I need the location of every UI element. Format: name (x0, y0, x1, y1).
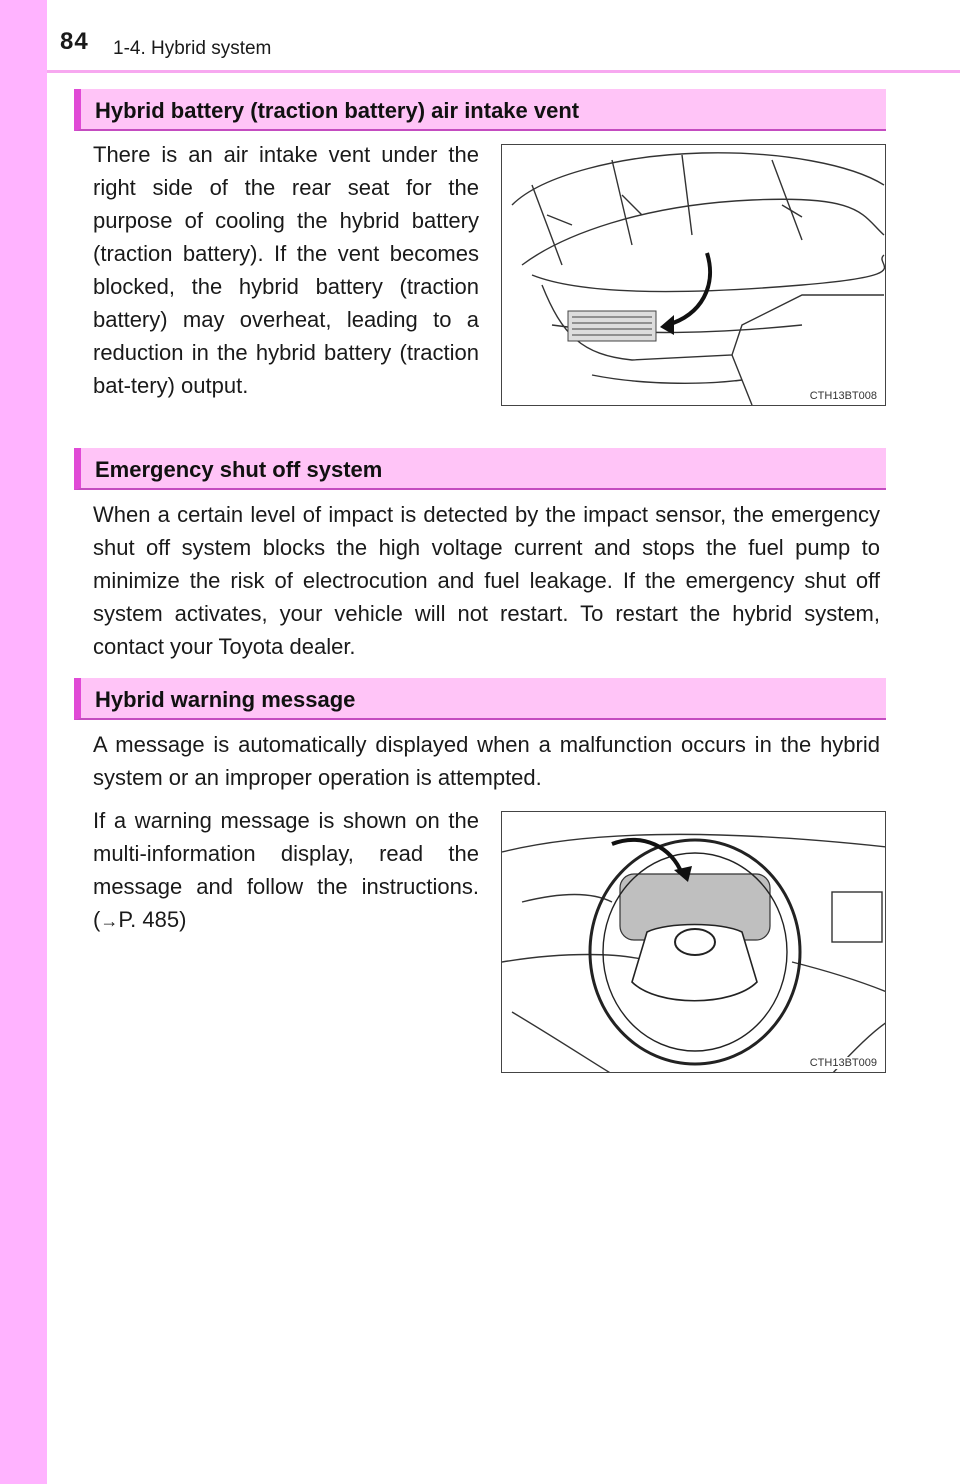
chapter-title: 1-4. Hybrid system (113, 38, 272, 59)
figure-code: CTH13BT009 (809, 1057, 877, 1069)
shutoff-paragraph: When a certain level of impact is detected by the impact sensor, the emergency shut off system blocks the high voltage current and stops the fuel pump to minimize the risk of electrocution and fuel leakage. If the emergency shut off system activates, your vehicle will not restart. To restart the hybrid system, contact your Toyota dealer. (93, 502, 880, 659)
section-heading-intake (74, 89, 886, 131)
steering-wheel-drawing (502, 812, 886, 1073)
page-number: 84 (60, 28, 89, 55)
warning-text: If a warning message is shown on the multi-information display, read the message and follow the instructions. ( (93, 808, 479, 932)
rear-seat-drawing (502, 145, 886, 406)
section-title: Emergency shut off system (95, 457, 383, 482)
arrow-icon: → (100, 911, 119, 931)
side-tab-strip (0, 0, 47, 1484)
warning-paragraph-2 (93, 804, 479, 938)
section-title: Hybrid warning message (95, 687, 356, 712)
section-heading-warning (74, 678, 886, 720)
intake-paragraph: There is an air intake vent under the right side of the rear seat for the purpose of cooling the hybrid battery (traction battery). If the vent becomes blocked, the hybrid battery (traction battery) may overheat, leading to a reduction in the hybrid battery (traction bat-tery) output. (93, 142, 479, 398)
section-title: Hybrid battery (traction battery) air intake vent (95, 98, 580, 123)
rear-seat-illustration (501, 144, 886, 406)
page-reference-link[interactable]: P. 485) (118, 907, 187, 932)
section-heading-shutoff (74, 448, 886, 490)
steering-wheel-illustration (501, 811, 886, 1073)
figure-code: CTH13BT008 (809, 390, 877, 402)
header-rule (47, 70, 960, 73)
warning-paragraph-1: A message is automatically displayed when a malfunction occurs in the hybrid system or an improper operation is attempted. (93, 732, 880, 790)
